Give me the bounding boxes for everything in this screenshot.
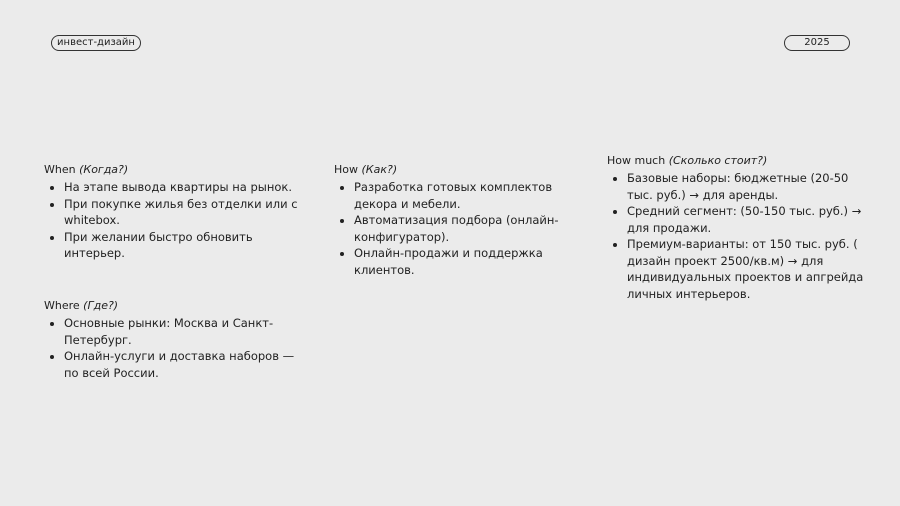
list-item: • При желании быстро обновить интерьер. — [64, 229, 304, 262]
list-item: • Онлайн-продажи и поддержка клиентов. — [354, 245, 574, 278]
heading-question: (Сколько стоит?) — [668, 154, 768, 167]
section-how-much — [607, 153, 865, 302]
heading-label: How much — [607, 154, 666, 167]
list-item: • Онлайн-услуги и доставка наборов — по всей России. — [64, 348, 304, 381]
section-heading — [607, 153, 865, 169]
list-item: • На этапе вывода квартиры на рынок. — [64, 179, 304, 196]
section-heading — [44, 298, 304, 314]
bullet-list — [44, 315, 304, 381]
heading-label: Where — [44, 299, 80, 312]
heading-question: (Где?) — [83, 299, 119, 312]
list-item: • Средний сегмент: (50-150 тыс. руб.) → для продажи. — [627, 203, 865, 236]
year-tag: 2025 — [784, 35, 850, 51]
list-item: • Автоматизация подбора (онлайн-конфигуратор). — [354, 212, 574, 245]
section-heading — [334, 162, 574, 178]
list-item: • Базовые наборы: бюджетные (20-50 тыс. руб.) → для аренды. — [627, 170, 865, 203]
bullet-list — [607, 170, 865, 302]
section-how — [334, 162, 574, 278]
list-item: • При покупке жилья без отделки или с whitebox. — [64, 196, 304, 229]
brand-tag: инвест-дизайн — [51, 35, 141, 51]
list-item: • Премиум-варианты: от 150 тыс. руб. ( дизайн проект 2500/кв.м) → для индивидуальных проектов и апгрейда личных интерьеров. — [627, 236, 865, 302]
section-heading — [44, 162, 304, 178]
section-when — [44, 162, 304, 262]
list-item: • Основные рынки: Москва и Санкт-Петербург. — [64, 315, 304, 348]
list-item: • Разработка готовых комплектов декора и мебели. — [354, 179, 574, 212]
bullet-list — [334, 179, 574, 278]
heading-label: How — [334, 163, 358, 176]
heading-label: When — [44, 163, 76, 176]
heading-question: (Как?) — [361, 163, 398, 176]
heading-question: (Когда?) — [79, 163, 129, 176]
bullet-list — [44, 179, 304, 262]
section-where — [44, 298, 304, 381]
